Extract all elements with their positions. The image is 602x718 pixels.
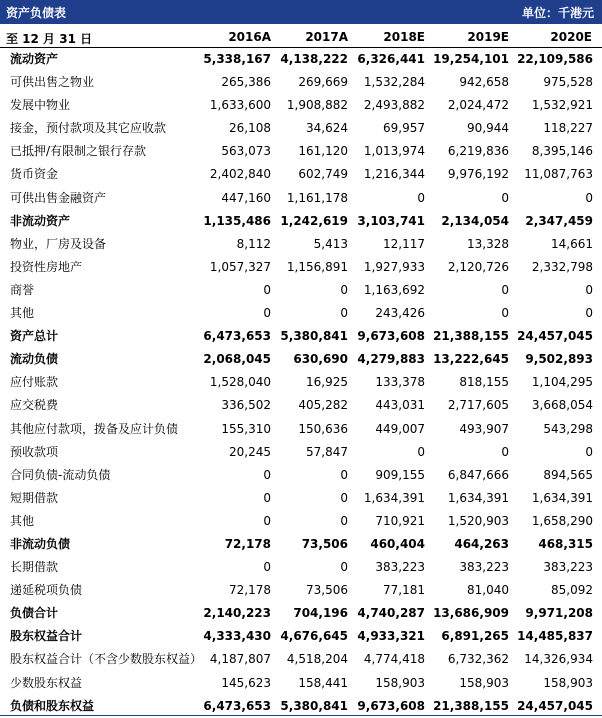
cell-2018E: 2,493,882 — [363, 98, 425, 113]
cell-2017A: 1,156,891 — [286, 259, 348, 274]
table-row — [0, 302, 602, 325]
cell-2016A: 0 — [263, 282, 271, 297]
cell-2018E: 4,933,321 — [357, 629, 425, 644]
cell-2016A: 4,333,430 — [203, 629, 271, 644]
table-row — [0, 418, 602, 441]
bottom-rule — [0, 715, 602, 716]
cell-2016A: 0 — [263, 560, 271, 575]
cell-2018E: 133,378 — [375, 375, 425, 390]
row-label: 流动资产 — [10, 52, 59, 66]
cell-2016A: 0 — [263, 490, 271, 505]
cell-2020E: 14,485,837 — [517, 629, 593, 644]
row-label: 股东权益合计 — [10, 629, 83, 644]
cell-2016A: 1,528,040 — [209, 375, 271, 390]
table-row — [0, 487, 602, 510]
row-label: 负债合计 — [10, 606, 59, 621]
cell-2019E: 383,223 — [459, 560, 509, 575]
cell-2018E: 77,181 — [383, 583, 425, 598]
cell-2020E: 383,223 — [543, 560, 593, 575]
table-row — [0, 556, 602, 579]
cell-2020E: 0 — [585, 190, 593, 205]
cell-2017A: 0 — [340, 490, 348, 505]
cell-2019E: 1,634,391 — [447, 490, 509, 505]
cell-2017A: 0 — [340, 306, 348, 321]
cell-2019E: 493,907 — [459, 421, 509, 436]
row-label: 发展中物业 — [10, 98, 71, 113]
column-header-row — [0, 26, 602, 48]
row-label: 其他 — [10, 513, 35, 528]
cell-2017A: 57,847 — [306, 444, 348, 459]
table-row — [0, 371, 602, 394]
cell-2020E: 543,298 — [543, 421, 593, 436]
cell-2019E: 6,891,265 — [441, 629, 509, 644]
balance-sheet-body — [0, 48, 602, 718]
row-label: 合同负债-流动负债 — [10, 467, 111, 482]
row-label: 长期借款 — [10, 560, 59, 575]
cell-2020E: 85,092 — [551, 583, 593, 598]
cell-2019E: 9,976,192 — [447, 167, 509, 182]
cell-2016A: 563,073 — [221, 144, 271, 159]
cell-2016A: 6,473,653 — [203, 698, 271, 713]
cell-2017A: 4,138,222 — [280, 52, 348, 66]
cell-2017A: 158,441 — [298, 675, 348, 690]
cell-2020E: 3,668,054 — [531, 398, 593, 413]
cell-2017A: 73,506 — [306, 583, 348, 598]
unit-label: 单位：千港元 — [521, 6, 594, 20]
cell-2018E: 12,117 — [383, 236, 425, 251]
cell-2020E: 14,661 — [551, 236, 593, 251]
cell-2016A: 155,310 — [221, 421, 271, 436]
cell-2016A: 0 — [263, 467, 271, 482]
year-header-2020E: 2020E — [550, 30, 592, 44]
table-row — [0, 672, 602, 695]
table-row — [0, 579, 602, 602]
cell-2019E: 0 — [501, 444, 509, 459]
cell-2017A: 1,242,619 — [280, 213, 348, 228]
cell-2019E: 6,219,836 — [447, 144, 509, 159]
cell-2019E: 2,024,472 — [447, 98, 509, 113]
cell-2017A: 0 — [340, 560, 348, 575]
cell-2017A: 73,506 — [301, 536, 348, 551]
cell-2019E: 0 — [501, 190, 509, 205]
cell-2020E: 0 — [585, 444, 593, 459]
cell-2020E: 2,332,798 — [531, 259, 593, 274]
row-label: 接金，预付款项及其它应收款 — [10, 121, 167, 136]
cell-2020E: 975,528 — [543, 75, 593, 90]
cell-2016A: 20,245 — [229, 444, 271, 459]
cell-2017A: 704,196 — [293, 606, 348, 621]
row-label: 非流动负债 — [10, 536, 71, 551]
row-label: 应付账款 — [10, 375, 59, 390]
cell-2019E: 81,040 — [467, 583, 509, 598]
table-row — [0, 279, 602, 302]
cell-2019E: 21,388,155 — [433, 329, 509, 344]
cell-2017A: 630,690 — [293, 352, 348, 367]
cell-2016A: 336,502 — [221, 398, 271, 413]
cell-2020E: 118,227 — [543, 121, 593, 136]
year-header-2017A: 2017A — [305, 30, 348, 44]
cell-2020E: 14,326,934 — [524, 652, 593, 667]
cell-2019E: 2,134,054 — [441, 213, 509, 228]
cell-2016A: 265,386 — [221, 75, 271, 90]
cell-2018E: 1,532,284 — [363, 75, 425, 90]
cell-2017A: 0 — [340, 513, 348, 528]
table-title: 资产负债表 — [6, 6, 67, 20]
cell-2019E: 6,847,666 — [447, 467, 509, 482]
cell-2020E: 22,109,586 — [517, 52, 593, 66]
table-row — [0, 48, 602, 71]
cell-2019E: 942,658 — [459, 75, 509, 90]
cell-2017A: 5,380,841 — [280, 329, 348, 344]
cell-2017A: 5,380,841 — [280, 698, 348, 713]
row-label: 短期借款 — [10, 490, 59, 505]
cell-2017A: 0 — [340, 282, 348, 297]
cell-2020E: 1,104,295 — [531, 375, 593, 390]
cell-2020E: 1,658,290 — [531, 513, 593, 528]
cell-2019E: 2,120,726 — [447, 259, 509, 274]
cell-2016A: 5,338,167 — [203, 52, 271, 66]
cell-2018E: 3,103,741 — [357, 213, 425, 228]
cell-2016A: 4,187,807 — [209, 652, 271, 667]
cell-2016A: 145,623 — [221, 675, 271, 690]
cell-2016A: 6,473,653 — [203, 329, 271, 344]
cell-2016A: 1,057,327 — [209, 259, 271, 274]
table-row — [0, 71, 602, 94]
cell-2018E: 243,426 — [375, 306, 425, 321]
cell-2019E: 13,222,645 — [433, 352, 509, 367]
cell-2020E: 24,457,045 — [517, 698, 593, 713]
cell-2020E: 0 — [585, 282, 593, 297]
row-label: 股东权益合计（不含少数股东权益） — [10, 652, 203, 667]
cell-2018E: 1,634,391 — [363, 490, 425, 505]
cell-2020E: 11,087,763 — [524, 167, 593, 182]
cell-2017A: 150,636 — [298, 421, 348, 436]
table-row — [0, 348, 602, 371]
cell-2017A: 1,908,882 — [286, 98, 348, 113]
cell-2020E: 1,532,921 — [531, 98, 593, 113]
cell-2019E: 13,328 — [467, 236, 509, 251]
cell-2016A: 0 — [263, 513, 271, 528]
cell-2017A: 602,749 — [298, 167, 348, 182]
row-label: 已抵押/有限制之银行存款 — [10, 144, 147, 159]
row-label: 货币资金 — [10, 167, 59, 182]
table-row — [0, 187, 602, 210]
row-label: 其他应付款项，拨备及应计负债 — [10, 421, 179, 436]
year-header-2018E: 2018E — [383, 30, 425, 44]
cell-2017A: 34,624 — [306, 121, 348, 136]
cell-2018E: 0 — [417, 444, 425, 459]
cell-2018E: 69,957 — [383, 121, 425, 136]
cell-2017A: 1,161,178 — [286, 190, 348, 205]
cell-2020E: 1,634,391 — [531, 490, 593, 505]
row-label: 资产总计 — [10, 329, 59, 344]
row-label: 物业，厂房及设备 — [10, 236, 107, 251]
cell-2019E: 158,903 — [459, 675, 509, 690]
table-title-banner — [0, 0, 602, 24]
row-label: 可供出售金融资产 — [10, 190, 107, 205]
cell-2016A: 447,160 — [221, 190, 271, 205]
table-row — [0, 533, 602, 556]
table-row — [0, 140, 602, 163]
row-label: 投资性房地产 — [10, 259, 83, 274]
table-row — [0, 325, 602, 348]
row-label: 少数股东权益 — [10, 675, 83, 690]
cell-2020E: 9,502,893 — [525, 352, 593, 367]
cell-2017A: 0 — [340, 467, 348, 482]
cell-2017A: 16,925 — [306, 375, 348, 390]
cell-2016A: 72,178 — [224, 536, 271, 551]
cell-2016A: 1,633,600 — [209, 98, 271, 113]
cell-2016A: 1,135,486 — [203, 213, 271, 228]
cell-2018E: 909,155 — [375, 467, 425, 482]
table-row — [0, 163, 602, 186]
table-row — [0, 441, 602, 464]
table-row — [0, 625, 602, 648]
row-label: 其他 — [10, 306, 35, 321]
cell-2016A: 2,068,045 — [203, 352, 271, 367]
cell-2018E: 1,216,344 — [363, 167, 425, 182]
table-row — [0, 94, 602, 117]
table-row — [0, 464, 602, 487]
row-label: 商誉 — [10, 282, 35, 297]
cell-2018E: 0 — [417, 190, 425, 205]
cell-2020E: 158,903 — [543, 675, 593, 690]
row-label: 可供出售之物业 — [10, 75, 95, 90]
cell-2018E: 9,673,608 — [357, 329, 425, 344]
cell-2020E: 8,395,146 — [531, 144, 593, 159]
cell-2019E: 818,155 — [459, 375, 509, 390]
cell-2019E: 464,263 — [454, 536, 509, 551]
cell-2018E: 460,404 — [370, 536, 425, 551]
row-label: 负债和股东权益 — [10, 698, 95, 713]
cell-2019E: 0 — [501, 306, 509, 321]
cell-2020E: 468,315 — [538, 536, 593, 551]
date-header: 至 12 月 31 日 — [6, 32, 93, 46]
cell-2018E: 710,921 — [375, 513, 425, 528]
row-label: 递延税项负债 — [10, 583, 83, 598]
row-label: 应交税费 — [10, 398, 59, 413]
cell-2019E: 6,732,362 — [447, 652, 509, 667]
cell-2020E: 9,971,208 — [525, 606, 593, 621]
table-row — [0, 602, 602, 625]
cell-2019E: 1,520,903 — [447, 513, 509, 528]
table-row — [0, 648, 602, 671]
cell-2018E: 9,673,608 — [357, 698, 425, 713]
cell-2016A: 72,178 — [229, 583, 271, 598]
cell-2018E: 4,740,287 — [357, 606, 425, 621]
cell-2018E: 383,223 — [375, 560, 425, 575]
cell-2019E: 21,388,155 — [433, 698, 509, 713]
cell-2019E: 90,944 — [467, 121, 509, 136]
table-row — [0, 233, 602, 256]
row-label: 预收款项 — [10, 444, 59, 459]
table-row — [0, 256, 602, 279]
cell-2020E: 24,457,045 — [517, 329, 593, 344]
row-label: 流动负债 — [10, 352, 59, 367]
table-row — [0, 117, 602, 140]
cell-2019E: 13,686,909 — [433, 606, 509, 621]
table-row — [0, 210, 602, 233]
cell-2018E: 6,326,441 — [357, 52, 425, 66]
cell-2020E: 0 — [585, 306, 593, 321]
cell-2017A: 5,413 — [313, 236, 348, 251]
cell-2018E: 158,903 — [375, 675, 425, 690]
cell-2018E: 1,013,974 — [363, 144, 425, 159]
cell-2017A: 269,669 — [298, 75, 348, 90]
cell-2019E: 0 — [501, 282, 509, 297]
table-row — [0, 510, 602, 533]
cell-2018E: 443,031 — [375, 398, 425, 413]
cell-2016A: 26,108 — [229, 121, 271, 136]
cell-2020E: 2,347,459 — [525, 213, 593, 228]
cell-2018E: 4,774,418 — [363, 652, 425, 667]
cell-2016A: 0 — [263, 306, 271, 321]
cell-2017A: 405,282 — [298, 398, 348, 413]
cell-2017A: 161,120 — [298, 144, 348, 159]
year-header-2019E: 2019E — [467, 30, 509, 44]
cell-2018E: 1,163,692 — [363, 282, 425, 297]
cell-2018E: 449,007 — [375, 421, 425, 436]
cell-2017A: 4,676,645 — [280, 629, 348, 644]
cell-2016A: 2,402,840 — [209, 167, 271, 182]
cell-2016A: 8,112 — [236, 236, 271, 251]
table-row — [0, 394, 602, 417]
year-header-2016A: 2016A — [228, 30, 271, 44]
cell-2018E: 1,927,933 — [363, 259, 425, 274]
cell-2016A: 2,140,223 — [203, 606, 271, 621]
cell-2019E: 19,254,101 — [433, 52, 509, 66]
cell-2018E: 4,279,883 — [357, 352, 425, 367]
cell-2020E: 894,565 — [543, 467, 593, 482]
row-label: 非流动资产 — [10, 213, 71, 228]
cell-2019E: 2,717,605 — [447, 398, 509, 413]
cell-2017A: 4,518,204 — [286, 652, 348, 667]
